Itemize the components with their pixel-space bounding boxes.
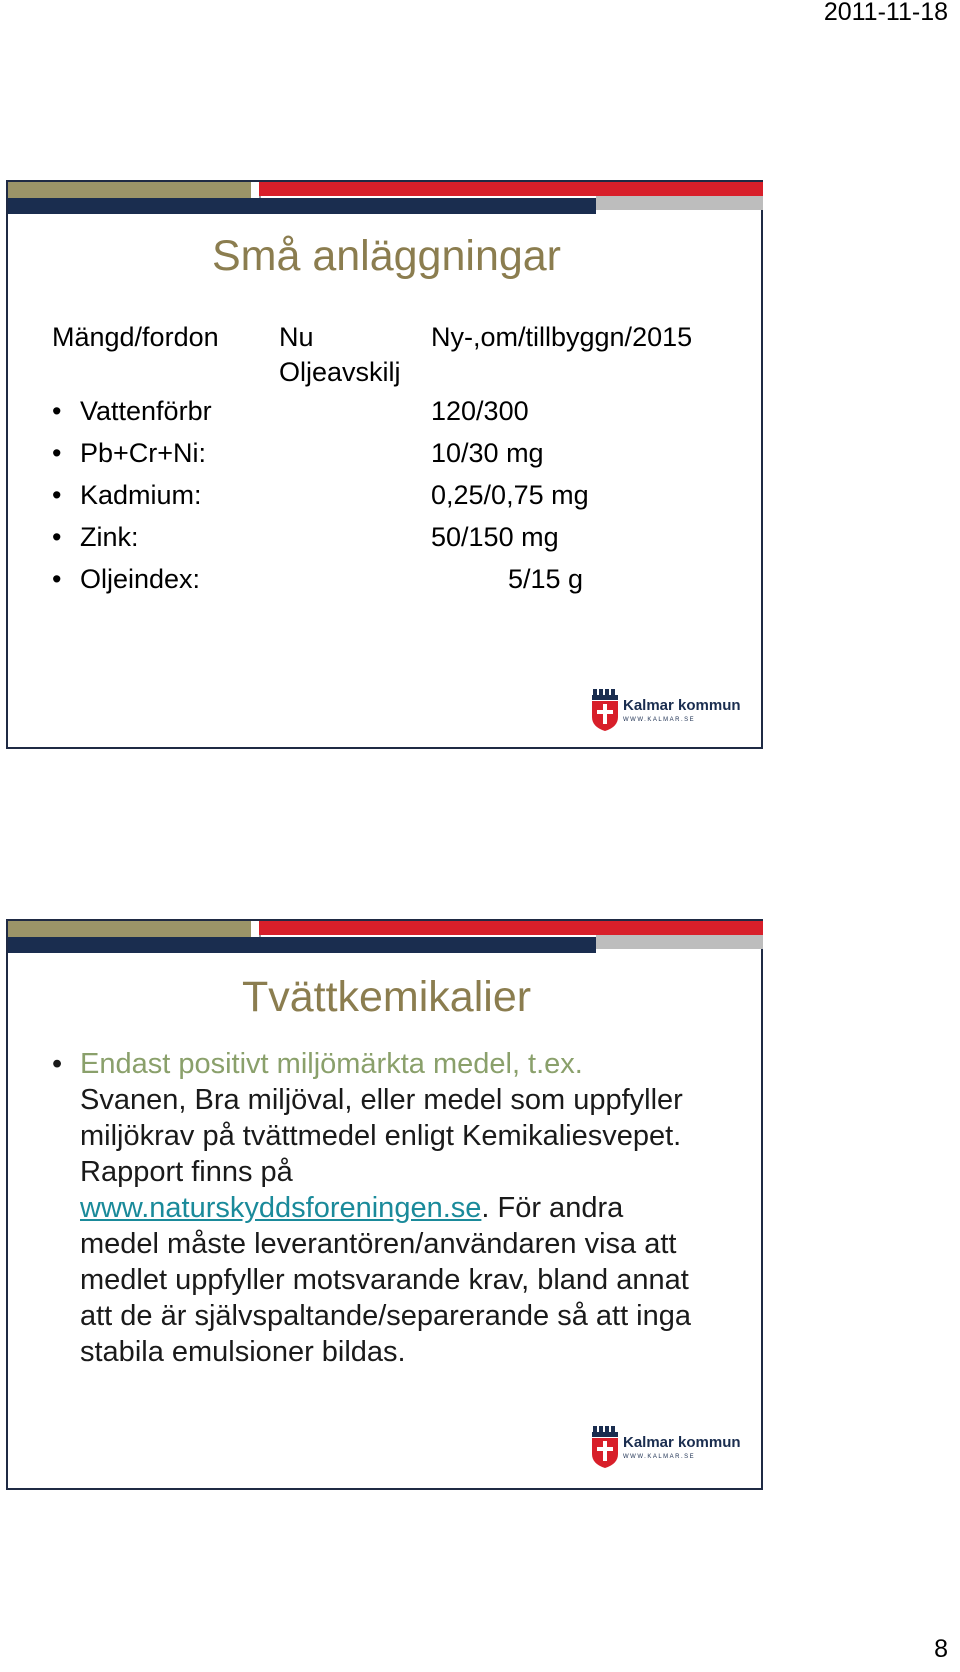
olive-bar <box>8 921 251 937</box>
bullet-icon: • <box>52 396 62 426</box>
list-item <box>52 437 544 469</box>
body-text: Svanen, Bra miljöval, eller medel som uppfyller miljökrav på tvättmedel enligt Kemikaliesvepet. Rapport finns på <box>80 1083 683 1188</box>
gray-bar <box>596 196 763 210</box>
slide-header-bars <box>8 182 761 214</box>
item-label: Zink: <box>80 522 139 552</box>
bullet-icon: • <box>52 438 62 468</box>
item-label: Vattenförbr <box>80 396 212 426</box>
column-header-new: Ny-,om/tillbyggn/2015 <box>431 322 693 352</box>
list-item <box>52 521 559 553</box>
bullet-icon: • <box>52 1048 63 1080</box>
kalmar-logo <box>591 1426 741 1470</box>
list-item <box>52 563 583 595</box>
bullet-icon: • <box>52 522 62 552</box>
list-item <box>52 479 589 511</box>
red-bar <box>259 921 763 935</box>
item-label: Kadmium: <box>80 480 202 510</box>
naturskydd-link[interactable]: www.naturskyddsforeningen.se <box>80 1191 482 1224</box>
slide-title: Små anläggningar <box>211 232 562 280</box>
logo-name: Kalmar kommun <box>623 1434 741 1451</box>
paragraph-text <box>80 1047 692 1371</box>
list-item <box>52 395 529 427</box>
logo-name: Kalmar kommun <box>623 697 741 714</box>
navy-bar <box>8 198 596 214</box>
eco-label-text: Endast positivt miljömärkta medel, t.ex. <box>80 1048 583 1080</box>
kalmar-crest-icon <box>591 1426 619 1468</box>
column-header-amount: Mängd/fordon <box>52 322 219 352</box>
item-value: 50/150 mg <box>431 522 559 552</box>
body-text-continued: . För andra medel måste leverantören/användaren visa att medlet uppfyller motsvarande krav, bland annat att de är självspaltande/separerande så att inga stabila emulsioner bildas. <box>80 1191 692 1368</box>
item-value: 120/300 <box>431 396 529 426</box>
bullet-icon: • <box>52 564 62 594</box>
slide-header-bars <box>8 921 761 953</box>
item-label: Pb+Cr+Ni: <box>80 438 207 468</box>
bullet-icon: • <box>52 480 62 510</box>
olive-bar <box>8 182 251 198</box>
item-value: 5/15 g <box>508 564 584 594</box>
slide-washing-chemicals <box>6 919 763 1490</box>
page-number: 8 <box>934 1635 948 1663</box>
slide-title: Tvättkemikalier <box>241 973 532 1021</box>
bullet-paragraph <box>52 1047 692 1371</box>
gray-bar <box>596 935 763 949</box>
page-date: 2011-11-18 <box>823 0 948 26</box>
column-header-current: Nu Oljeavskilj <box>279 322 401 388</box>
kalmar-crest-icon <box>591 689 619 731</box>
logo-url: WWW.KALMAR.SE <box>623 717 696 723</box>
slide-small-facilities <box>6 180 763 749</box>
kalmar-logo <box>591 689 741 733</box>
navy-bar <box>8 937 596 953</box>
item-value: 10/30 mg <box>431 438 544 468</box>
red-bar <box>259 182 763 196</box>
logo-url: WWW.KALMAR.SE <box>623 1454 696 1460</box>
item-value: 0,25/0,75 mg <box>431 480 589 510</box>
item-label: Oljeindex: <box>80 564 201 594</box>
